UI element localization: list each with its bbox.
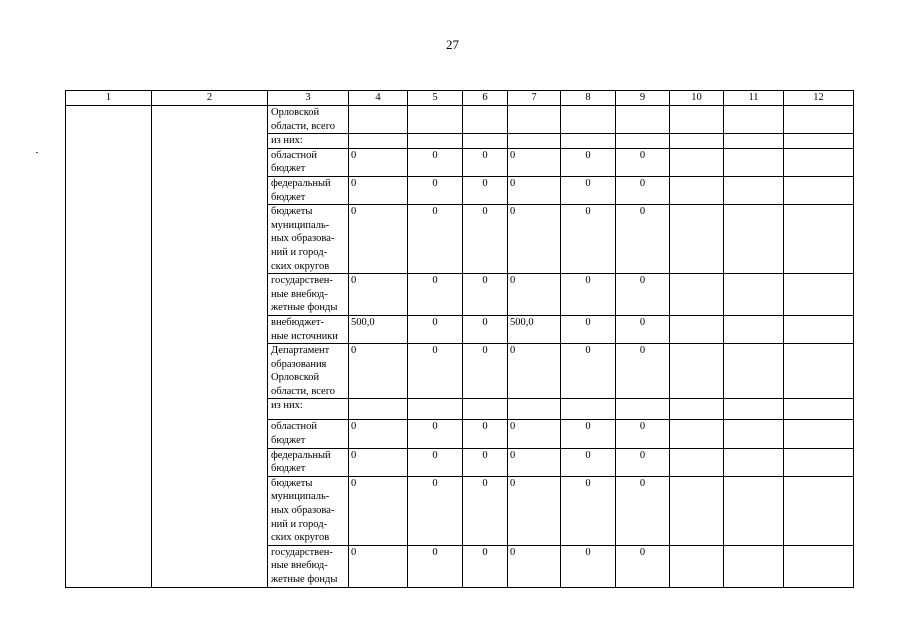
budget-table: [65, 90, 854, 588]
value-cell: 0: [508, 448, 561, 476]
funding-source-cell: Департамент образования Орловской области, всего: [268, 344, 349, 399]
value-cell: 0: [508, 545, 561, 587]
funding-source-cell: федеральный бюджет: [268, 448, 349, 476]
empty-cell-col-12: [784, 344, 854, 399]
value-cell: [561, 106, 616, 134]
value-cell: 0: [463, 148, 508, 176]
value-cell: [349, 399, 408, 420]
empty-cell-col-11: [724, 134, 784, 149]
empty-cell-col-12: [784, 106, 854, 134]
empty-cell-col-12: [784, 315, 854, 343]
empty-cell-col-11: [724, 274, 784, 316]
value-cell: 0: [408, 420, 463, 448]
value-cell: 0: [463, 420, 508, 448]
empty-cell-col-11: [724, 176, 784, 204]
value-cell: 0: [349, 545, 408, 587]
value-cell: 0: [408, 344, 463, 399]
funding-source-cell: из них:: [268, 134, 349, 149]
funding-source-cell: государствен- ные внебюд- жетные фонды: [268, 545, 349, 587]
empty-cell-col-10: [670, 148, 724, 176]
column-header: 10: [670, 91, 724, 106]
empty-cell-col-12: [784, 399, 854, 420]
empty-cell-col-11: [724, 344, 784, 399]
empty-cell-col-10: [670, 176, 724, 204]
funding-source-cell: областной бюджет: [268, 420, 349, 448]
empty-cell-col-11: [724, 205, 784, 274]
value-cell: 0: [349, 420, 408, 448]
empty-cell-col-12: [784, 545, 854, 587]
empty-cell-col-12: [784, 176, 854, 204]
column-1-cell: [66, 106, 152, 588]
value-cell: 0: [561, 545, 616, 587]
value-cell: [463, 106, 508, 134]
empty-cell-col-12: [784, 148, 854, 176]
value-cell: 500,0: [349, 315, 408, 343]
value-cell: 0: [561, 476, 616, 545]
value-cell: 0: [408, 476, 463, 545]
value-cell: 0: [349, 205, 408, 274]
value-cell: 500,0: [508, 315, 561, 343]
value-cell: 0: [408, 315, 463, 343]
value-cell: [508, 399, 561, 420]
value-cell: 0: [349, 148, 408, 176]
empty-cell-col-11: [724, 148, 784, 176]
value-cell: 0: [349, 344, 408, 399]
column-header: 7: [508, 91, 561, 106]
value-cell: 0: [463, 545, 508, 587]
empty-cell-col-12: [784, 420, 854, 448]
value-cell: 0: [408, 148, 463, 176]
empty-cell-col-10: [670, 315, 724, 343]
value-cell: 0: [561, 448, 616, 476]
value-cell: 0: [616, 148, 670, 176]
empty-cell-col-11: [724, 399, 784, 420]
value-cell: 0: [463, 176, 508, 204]
column-header: 8: [561, 91, 616, 106]
value-cell: 0: [408, 205, 463, 274]
column-header: 11: [724, 91, 784, 106]
empty-cell-col-12: [784, 476, 854, 545]
funding-source-cell: внебюджет- ные источники: [268, 315, 349, 343]
value-cell: [463, 134, 508, 149]
column-header: 5: [408, 91, 463, 106]
empty-cell-col-12: [784, 205, 854, 274]
value-cell: 0: [508, 344, 561, 399]
value-cell: 0: [561, 315, 616, 343]
value-cell: 0: [616, 315, 670, 343]
value-cell: 0: [561, 148, 616, 176]
empty-cell-col-10: [670, 420, 724, 448]
value-cell: 0: [616, 274, 670, 316]
value-cell: 0: [463, 448, 508, 476]
column-header: 2: [152, 91, 268, 106]
value-cell: [508, 106, 561, 134]
value-cell: [408, 106, 463, 134]
value-cell: [616, 399, 670, 420]
empty-cell-col-10: [670, 545, 724, 587]
value-cell: [349, 106, 408, 134]
empty-cell-col-12: [784, 448, 854, 476]
column-header: 1: [66, 91, 152, 106]
value-cell: 0: [561, 176, 616, 204]
value-cell: [616, 134, 670, 149]
value-cell: 0: [408, 274, 463, 316]
empty-cell-col-10: [670, 274, 724, 316]
value-cell: 0: [561, 205, 616, 274]
value-cell: 0: [408, 545, 463, 587]
value-cell: 0: [349, 448, 408, 476]
value-cell: 0: [408, 176, 463, 204]
table-row: [66, 106, 854, 134]
empty-cell-col-12: [784, 134, 854, 149]
value-cell: 0: [349, 176, 408, 204]
funding-source-cell: бюджеты муниципаль- ных образова- ний и город- ских округов: [268, 476, 349, 545]
value-cell: 0: [616, 205, 670, 274]
value-cell: [561, 399, 616, 420]
value-cell: [508, 134, 561, 149]
column-header: 9: [616, 91, 670, 106]
value-cell: 0: [508, 148, 561, 176]
value-cell: 0: [508, 476, 561, 545]
value-cell: 0: [561, 420, 616, 448]
empty-cell-col-10: [670, 106, 724, 134]
funding-source-cell: Орловской области, всего: [268, 106, 349, 134]
funding-source-cell: бюджеты муниципаль- ных образова- ний и город- ских округов: [268, 205, 349, 274]
value-cell: [408, 399, 463, 420]
value-cell: 0: [616, 545, 670, 587]
column-header: 4: [349, 91, 408, 106]
funding-source-cell: государствен- ные внебюд- жетные фонды: [268, 274, 349, 316]
empty-cell-col-11: [724, 448, 784, 476]
value-cell: 0: [463, 205, 508, 274]
empty-cell-col-11: [724, 315, 784, 343]
value-cell: 0: [616, 448, 670, 476]
value-cell: 0: [463, 274, 508, 316]
value-cell: 0: [463, 344, 508, 399]
value-cell: 0: [616, 420, 670, 448]
empty-cell-col-11: [724, 420, 784, 448]
value-cell: [616, 106, 670, 134]
column-header: 6: [463, 91, 508, 106]
value-cell: 0: [463, 476, 508, 545]
value-cell: 0: [508, 176, 561, 204]
value-cell: [408, 134, 463, 149]
value-cell: 0: [408, 448, 463, 476]
empty-cell-col-10: [670, 448, 724, 476]
value-cell: 0: [616, 476, 670, 545]
empty-cell-col-11: [724, 106, 784, 134]
empty-cell-col-10: [670, 205, 724, 274]
scan-speck: [36, 152, 38, 153]
value-cell: 0: [616, 176, 670, 204]
empty-cell-col-11: [724, 545, 784, 587]
value-cell: 0: [561, 344, 616, 399]
value-cell: 0: [561, 274, 616, 316]
column-header: 3: [268, 91, 349, 106]
value-cell: 0: [508, 420, 561, 448]
value-cell: [349, 134, 408, 149]
column-2-cell: [152, 106, 268, 588]
empty-cell-col-10: [670, 399, 724, 420]
value-cell: 0: [616, 344, 670, 399]
page-number: 27: [446, 37, 459, 52]
value-cell: [561, 134, 616, 149]
value-cell: 0: [349, 476, 408, 545]
column-header: 12: [784, 91, 854, 106]
funding-source-cell: федеральный бюджет: [268, 176, 349, 204]
value-cell: 0: [508, 205, 561, 274]
value-cell: 0: [463, 315, 508, 343]
empty-cell-col-10: [670, 476, 724, 545]
value-cell: 0: [508, 274, 561, 316]
funding-source-cell: областной бюджет: [268, 148, 349, 176]
empty-cell-col-12: [784, 274, 854, 316]
empty-cell-col-11: [724, 476, 784, 545]
value-cell: 0: [349, 274, 408, 316]
funding-source-cell: из них:: [268, 399, 349, 420]
value-cell: [463, 399, 508, 420]
empty-cell-col-10: [670, 344, 724, 399]
column-number-row: [66, 91, 854, 106]
empty-cell-col-10: [670, 134, 724, 149]
